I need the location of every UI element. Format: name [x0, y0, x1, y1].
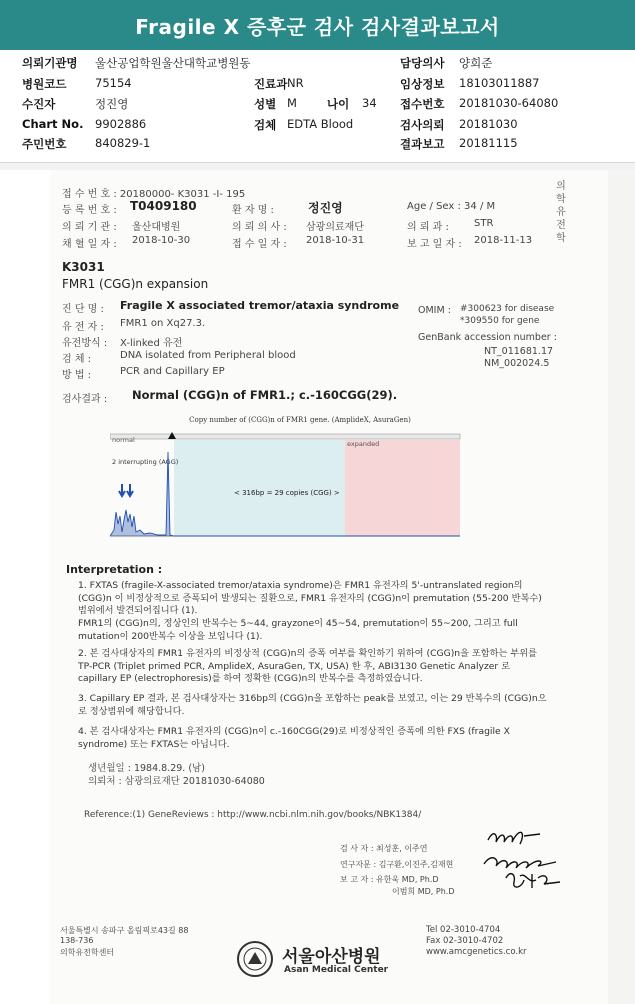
interp-1: 1. FXTAS (fragile-X-associated tremor/ataxia syndrome)은 FMR1 유전자의 5'-untranslated region의 (CGG)n 이 비정상적으로 증폭되어 발생되는 질환으로, FMR1 유전자의 (CGG)n이 premutation (55-200 반복수) 범위에서 발견되어집니다 (1).: [78, 580, 542, 616]
signer-reporter: 보 고 자 : 유한욱 MD, Ph.D: [340, 875, 439, 884]
receive-date: 2018-10-31: [306, 235, 365, 246]
receipt-no-value: 20181030-64080: [459, 96, 559, 110]
genbank-nm: NM_002024.5: [484, 358, 550, 369]
report-date-label-scan: 보 고 일 자 :: [407, 239, 462, 250]
interrupt-label: 2 interrupting (AGG): [112, 458, 179, 466]
address-line-1: 서울특별시 송파구 올림픽로43길 88: [60, 926, 189, 935]
collect-date: 2018-10-30: [132, 235, 191, 246]
method-label: 방 법 :: [62, 370, 92, 381]
genbank-label: GenBank accession number :: [418, 332, 557, 343]
test-code: K3031: [62, 260, 105, 274]
tel: Tel 02-3010-4704: [426, 925, 501, 935]
omim-disease: #300623 for disease: [460, 304, 555, 314]
omim-gene: *309550 for gene: [460, 316, 540, 326]
clinical-info-label: 임상정보: [400, 77, 445, 91]
chart-title: Copy number of (CGG)n of FMR1 gene. (AmplideX, AsuraGen): [189, 416, 411, 424]
collect-label: 채 혈 일 자 :: [62, 239, 117, 250]
result-label: 검사결과 :: [62, 394, 108, 405]
lab-label: 의 뢰 의 사 :: [232, 222, 287, 233]
interp-1b: FMR1의 (CGG)n의, 정상인의 반복수는 5~44, grayzone이 45~54, premutation이 55~200, 그리고 full mutation이 200반복수 이상을 보입니다 (1).: [78, 618, 518, 642]
signer-tester: 검 사 자 : 최성훈, 이주연: [340, 844, 428, 853]
reference: Reference:(1) GeneReviews : http://www.ncbi.nlm.nih.gov/books/NBK1384/: [84, 810, 422, 820]
interpretation-title: Interpretation :: [66, 563, 163, 576]
ward-label: 의 뢰 과 :: [407, 222, 449, 233]
receipt-no-label: 접수번호: [400, 97, 445, 111]
chart-expanded-label: expanded: [347, 440, 380, 448]
physician-value: 양희준: [459, 56, 493, 70]
hospital-name-en: Asan Medical Center: [284, 965, 389, 975]
sex-value: M: [287, 96, 297, 110]
fax: Fax 02-3010-4702: [426, 936, 504, 946]
signer-reporter-2: 이범희 MD, Ph.D: [392, 887, 455, 896]
signer-advisor: 연구자문 : 김구환,이진주,김재현: [340, 860, 454, 869]
request-org-value: 울산공업학원울산대학교병원동: [95, 56, 251, 70]
sample-label: 검 체 :: [62, 354, 92, 365]
hospital-code-label: 병원코드: [22, 77, 67, 91]
request-date-label: 검사의뢰: [400, 118, 445, 132]
specimen-value: EDTA Blood: [287, 117, 354, 131]
interp-4: 4. 본 검사대상자는 FMR1 유전자의 (CGG)n이 c.-160CGG(29)로 비정상적인 증폭에 의한 FXS (fragile X syndrome) 또는 FXTAS는 아닙니다.: [78, 726, 510, 750]
lab-value: 삼광의료재단: [306, 222, 364, 233]
diagnosis-label: 진 단 명 :: [62, 304, 104, 315]
chart-ruler: [110, 434, 460, 439]
report-date-value: 20181115: [459, 136, 518, 150]
req-org-value: 울산대병원: [132, 222, 181, 233]
report-title: Fragile X 증후군 검사 검사결과보고서: [0, 0, 635, 50]
department-vertical-label: 의학유전학: [556, 181, 566, 244]
patient-name-value: 정진영: [308, 201, 343, 215]
birth-line: 생년월일 : 1984.8.29. (남): [88, 763, 205, 774]
page-edge: [608, 170, 635, 1004]
reg-no-label: 등 록 번 호 :: [62, 205, 117, 216]
asan-logo-icon: [236, 940, 274, 978]
website: www.amcgenetics.co.kr: [426, 947, 527, 957]
report-date-label: 결과보고: [400, 137, 445, 151]
patient-info-table: [0, 50, 635, 162]
interp-3: 3. Capillary EP 결과, 본 검사대상자는 316bp의 (CGG)n을 포함하는 peak를 보였고, 이는 29 반복수의 (CGG)n으로 정상범위에 해당합니다.: [78, 693, 547, 717]
hospital-code-value: 75154: [95, 76, 132, 90]
signature-marks: [480, 822, 570, 897]
reg-no-value: T0409180: [130, 199, 197, 213]
inheritance-label: 유전방식 :: [62, 338, 108, 349]
gene-label: 유 전 자 :: [62, 322, 104, 333]
ward-value: STR: [474, 218, 494, 229]
dept-label: 진료과: [254, 77, 288, 91]
method-value: PCR and Capillary EP: [120, 366, 225, 377]
patient-value: 정진영: [95, 97, 129, 111]
dept-value: NR: [287, 76, 304, 90]
divider: [0, 162, 635, 170]
chart-normal-label: normal: [112, 436, 135, 444]
age-value: 34: [362, 96, 377, 110]
address-line-2: 138-736: [60, 936, 94, 945]
test-name: FMR1 (CGG)n expansion: [62, 277, 209, 291]
request-date-value: 20181030: [459, 117, 518, 131]
rrn-label: 주민번호: [22, 137, 67, 151]
chart-svg: [110, 412, 490, 540]
diagnosis-value: Fragile X associated tremor/ataxia syndrome: [120, 299, 400, 312]
omim-label: OMIM :: [418, 305, 451, 316]
specimen-label: 검체: [254, 118, 277, 132]
sample-value: DNA isolated from Peripheral blood: [120, 350, 296, 361]
clinical-info-value: 18103011887: [459, 76, 540, 90]
address-line-3: 의학유전학센터: [60, 948, 115, 957]
receipt-line: 접 수 번 호 : 20180000- K3031 -I- 195: [62, 189, 246, 200]
chart-no-label: Chart No.: [22, 117, 84, 131]
physician-label: 담당의사: [400, 56, 445, 70]
request-org-label: 의뢰기관명: [22, 56, 78, 70]
report-date-scan: 2018-11-13: [474, 235, 533, 246]
normal-region: [174, 440, 345, 536]
interp-2: 2. 본 검사대상자의 FMR1 유전자의 비정상적 (CGG)n의 증폭 여부를 확인하기 위하여 (CGG)n을 포함하는 부위를 TP-PCR (Triplet primed PCR, AmplideX, AsuraGen, TX, USA) 한 후, ABI3130 Genetic Analyzer 로 capillary EP (electrophoresis)를 하여 정확한 (CGG)n의 반복수를 측정하였습니다.: [78, 648, 537, 684]
genbank-nt: NT_011681.17: [484, 346, 554, 357]
rrn-value: 840829-1: [95, 136, 151, 150]
hospital-name-kr: 서울아산병원: [282, 947, 381, 967]
req-org-label: 의 뢰 기 관 :: [62, 222, 117, 233]
peak-annotation: < 316bp = 29 copies (CGG) >: [234, 489, 340, 497]
chart-no-value: 9902886: [95, 117, 147, 131]
agg-arrows: [119, 484, 133, 496]
result-value: Normal (CGG)n of FMR1.; c.-160CGG(29).: [132, 388, 398, 402]
gene-value: FMR1 on Xq27.3.: [120, 318, 206, 329]
capillary-ep-chart: [110, 412, 490, 540]
age-sex: Age / Sex : 34 / M: [407, 201, 496, 212]
receive-label: 접 수 일 자 :: [232, 239, 287, 250]
patient-label: 수진자: [22, 97, 56, 111]
age-label: 나이: [327, 97, 350, 111]
expanded-region: [345, 440, 460, 536]
sex-label: 성별: [254, 97, 277, 111]
patient-name-label: 환 자 명 :: [232, 205, 274, 216]
ref-org-line: 의뢰처 : 삼광의료재단 20181030-64080: [88, 776, 265, 787]
inheritance-value: X-linked 유전: [120, 338, 183, 349]
